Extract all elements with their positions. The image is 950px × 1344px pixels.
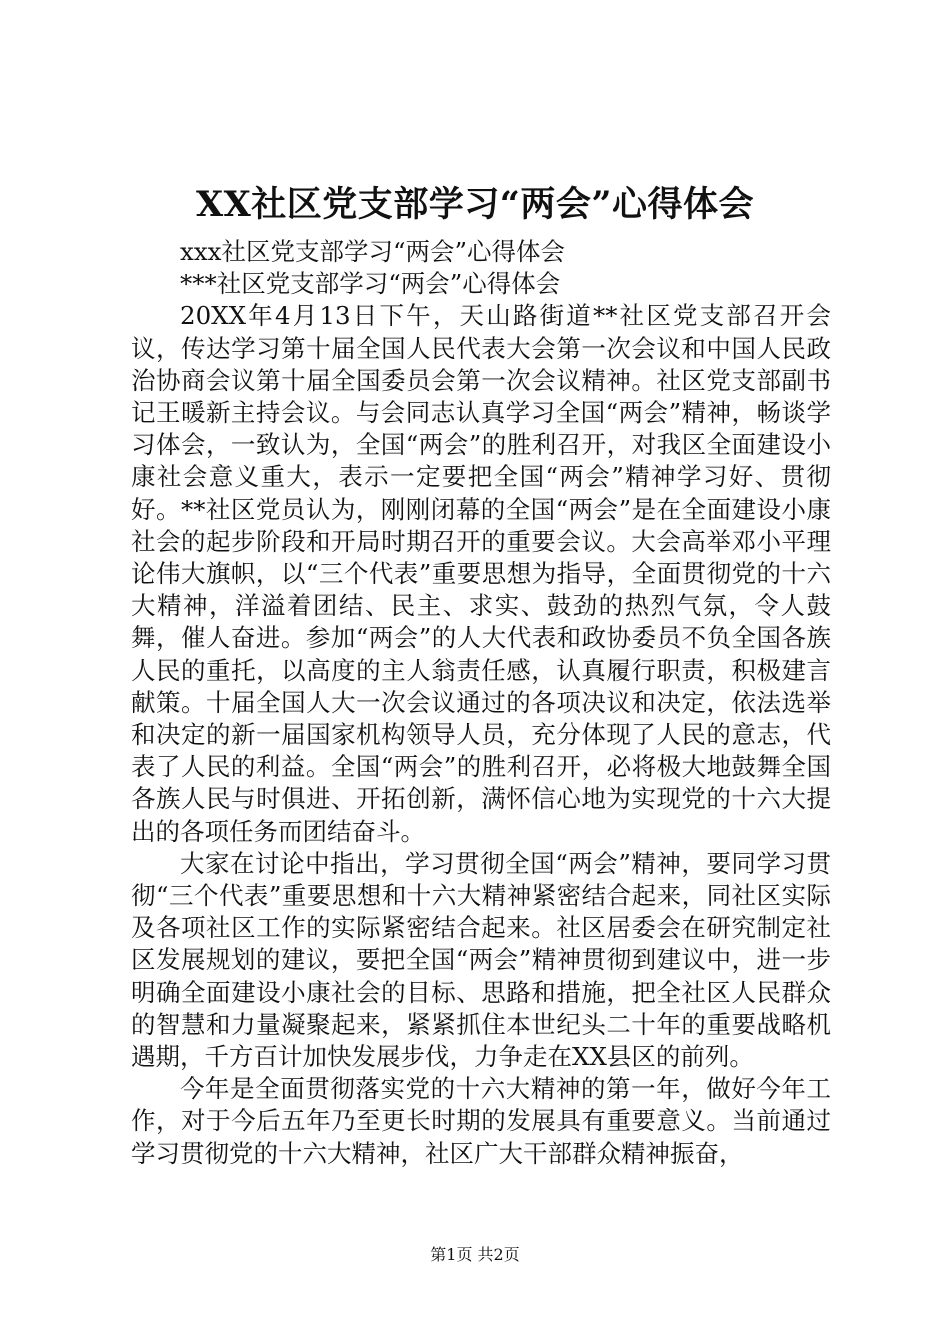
paragraph-3: 今年是全面贯彻落实党的十六大精神的第一年，做好今年工作，对于今后五年乃至更长时期的发展具有重要意义。当前通过学习贯彻党的十六大精神，社区广大干部群众精神振奋，: [131, 1074, 831, 1168]
page-footer: 第1页 共2页: [430, 1245, 520, 1264]
subtitle-line-2: ***社区党支部学习“两会”心得体会: [180, 269, 561, 299]
paragraph-2: 大家在讨论中指出，学习贯彻全国“两会”精神，要同学习贯彻“三个代表”重要思想和十六大精神紧密结合起来，同社区实际及各项社区工作的实际紧密结合起来。社区居委会在研究制定社区发展规划的建议，要把全国“两会”精神贯彻到建议中，进一步明确全面建设小康社会的目标、思路和措施，把全社区人民群众的智慧和力量凝聚起来，紧紧抓住本世纪头二十年的重要战略机遇期，千方百计加快发展步伐，力争走在XX县区的前列。: [131, 848, 831, 1072]
subtitle-line-1: xxx社区党支部学习“两会”心得体会: [180, 237, 566, 266]
document-body: [131, 236, 831, 1170]
page-title: XX社区党支部学习“两会”心得体会: [195, 184, 755, 225]
paragraph-1: 20XX年4月13日下午，天山路街道**社区党支部召开会议，传达学习第十届全国人民代表大会第一次会议和中国人民政治协商会议第十届全国委员会第一次会议精神。社区党支部副书记王暖新主持会议。与会同志认真学习全国“两会”精神，畅谈学习体会，一致认为，全国“两会”的胜利召开，对我区全面建设小康社会意义重大，表示一定要把全国“两会”精神学习好、贯彻好。**社区党员认为，刚刚闭幕的全国“两会”是在全面建设小康社会的起步阶段和开局时期召开的重要会议。大会高举邓小平理论伟大旗帜，以“三个代表”重要思想为指导，全面贯彻党的十六大精神，洋溢着团结、民主、求实、鼓劲的热烈气氛，令人鼓舞，催人奋进。参加“两会”的人大代表和政协委员不负全国各族人民的重托，以高度的主人翁责任感，认真履行职责，积极建言献策。十届全国人大一次会议通过的各项决议和决定，依法选举和决定的新一届国家机构领导人员，充分体现了人民的意志，代表了人民的利益。全国“两会”的胜利召开，必将极大地鼓舞全国各族人民与时俱进、开拓创新，满怀信心地为实现党的十六大提出的各项任务而团结奋斗。: [131, 301, 831, 846]
